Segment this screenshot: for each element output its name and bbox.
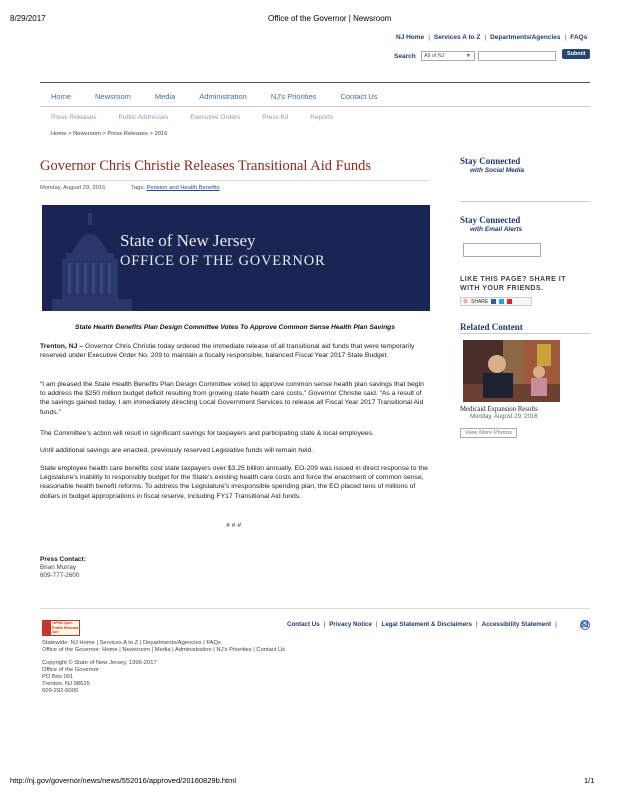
related-caption[interactable]: Medicaid Expansion Results — [460, 406, 538, 413]
sidebar-divider — [460, 201, 590, 202]
top-nav-nj-home[interactable]: NJ Home — [396, 34, 425, 41]
paragraph-3: The Committee’s action will result in significant savings for taxpayers and participating state & local employees. — [40, 430, 374, 437]
print-page-title: Office of the Governor | Newsroom — [268, 14, 392, 23]
opra-logo-line-1: OPRA Open — [52, 621, 73, 626]
footer-contact-us[interactable]: Contact Us — [287, 621, 320, 628]
twitter-icon — [499, 299, 504, 304]
tags-label: Tags: — [131, 185, 145, 191]
sub-nav-reports[interactable]: Reports — [310, 114, 334, 121]
main-nav — [51, 92, 402, 101]
banner-line-2: OFFICE OF THE GOVERNOR — [120, 253, 326, 269]
sub-nav-public-addresses[interactable]: Public Addresses — [118, 114, 169, 121]
like-page-line-1: LIKE THIS PAGE? SHARE IT — [460, 276, 566, 283]
related-divider — [460, 333, 590, 334]
divider: | — [564, 34, 567, 41]
view-more-photos-button[interactable]: View More Photos — [460, 428, 517, 438]
paragraph-1-text: Governor Chris Christie today ordered the immediate release of all transitional aid funds that were temporarily reserved under Executive Order No. 209 to maintain a fiscally responsible, balanced Fiscal Year 2017 State Budget. — [40, 343, 415, 360]
print-date: 8/29/2017 — [10, 14, 46, 23]
email-share-icon — [507, 299, 512, 304]
article-tags — [131, 185, 220, 191]
paragraph-1 — [40, 342, 430, 360]
top-nav-services[interactable]: Services A to Z — [433, 34, 481, 41]
breadcrumb[interactable]: Home > Newsroom > Press Releases > 2016 — [51, 131, 168, 137]
sub-nav-executive-orders[interactable]: Executive Orders — [190, 114, 241, 121]
email-alerts-input[interactable] — [463, 243, 541, 257]
page-title: Governor Chris Christie Releases Transitional Aid Funds — [40, 158, 372, 174]
facebook-icon — [491, 299, 496, 304]
footer-statewide-links[interactable]: Statewide: NJ Home | Services A to Z | Departments/Agencies | FAQs — [42, 640, 221, 646]
footer-address-2: PO Box 001 — [42, 674, 74, 680]
main-nav-contact[interactable]: Contact Us — [340, 92, 378, 101]
divider: | — [555, 621, 557, 628]
press-contact-name: Brian Murray — [40, 564, 77, 571]
opra-logo-mark — [43, 621, 51, 635]
accessibility-icon[interactable]: ♿ — [581, 622, 589, 628]
footer-address-4: 609-292-6000 — [42, 688, 79, 694]
sub-nav-press-kit[interactable]: Press Kit — [262, 114, 289, 121]
related-content-title: Related Content — [460, 322, 523, 332]
main-nav-administration[interactable]: Administration — [199, 92, 247, 101]
dateline: Trenton, NJ – — [40, 343, 84, 350]
share-icon: ⊕ — [463, 299, 469, 305]
press-contact-label: Press Contact: — [40, 556, 86, 563]
search-submit-button[interactable]: Submit — [562, 49, 590, 59]
article-date: Monday, August 29, 2016 — [40, 185, 106, 191]
divider: | — [476, 621, 478, 628]
divider: | — [323, 621, 326, 628]
stay-connected-social-sub[interactable]: with Social Media — [470, 167, 525, 174]
opra-logo-text — [51, 621, 79, 634]
end-mark: # # # — [226, 522, 242, 529]
search-label: Search — [394, 53, 416, 60]
main-nav-top-rule — [40, 82, 590, 83]
footer-rule — [40, 608, 590, 609]
share-label: SHARE — [471, 298, 489, 305]
search-input[interactable] — [478, 51, 556, 61]
footer-links — [287, 621, 557, 628]
paragraph-2: “I am pleased the State Health Benefits Plan Design Committee voted to approve common sense health plan savings that begin to address the $250 million budget deficit resulting from growing state health care costs,” Governor Christie said. “As a result of the savings gained today, I am immediately directing Local Government Services to release all Fiscal Year 2017 Transitional Aid funds.” — [40, 381, 424, 416]
main-nav-bottom-rule — [40, 106, 590, 107]
related-date: Monday, August 29, 2016 — [470, 414, 538, 420]
like-page-line-2: WITH YOUR FRIENDS. — [460, 285, 544, 292]
print-page-number: 1/1 — [584, 776, 595, 785]
footer-accessibility[interactable]: Accessibility Statement — [481, 621, 552, 628]
footer-address-1: Office of the Governor — [42, 667, 99, 673]
banner-line-1: State of New Jersey — [120, 231, 256, 250]
opra-logo[interactable] — [42, 620, 80, 636]
tag-link[interactable]: Pension and Health Benefits — [146, 185, 220, 191]
top-nav-faqs[interactable]: FAQs — [570, 34, 588, 41]
top-nav — [396, 34, 587, 41]
article-subheading: State Health Benefits Plan Design Committee Votes To Approve Common Sense Health Plan Savings — [75, 324, 395, 331]
stay-connected-email-title: Stay Connected — [460, 215, 521, 225]
paragraph-4: Until additional savings are enacted, previously reserved Legislative funds will remain held. — [40, 447, 314, 454]
share-button[interactable] — [460, 297, 532, 306]
chevron-down-icon: ▼ — [466, 53, 471, 59]
search-scope-select[interactable] — [421, 51, 475, 61]
stay-connected-social-title: Stay Connected — [460, 156, 521, 166]
title-rule — [40, 180, 430, 181]
footer-privacy-notice[interactable]: Privacy Notice — [329, 621, 372, 628]
main-nav-media[interactable]: Media — [154, 92, 176, 101]
related-photo[interactable] — [463, 340, 560, 402]
footer-address-3: Trenton, NJ 08625 — [42, 681, 90, 687]
divider: | — [375, 621, 378, 628]
paragraph-5: State employee health care benefits cost state taxpayers over $3.25 billion annually. EO-209 was issued in direct response to the Legislature’s inability to responsibly budget for the State’s existing health care costs and force the enactment of common sense, reasonable health benefit reforms. To address the Legislature’s irresponsible spending plan, the EO placed tens of millions of dollars in budget appropriations in fiscal reserve, including FY17 Transitional Aid funds. — [40, 465, 428, 500]
print-url: http://nj.gov/governor/news/news/552016/approved/20160829b.html — [10, 776, 236, 785]
press-contact-phone: 609-777-2600 — [40, 572, 80, 579]
opra-logo-line-2: Public Records Act — [52, 625, 79, 635]
main-nav-home[interactable]: Home — [51, 92, 72, 101]
footer-copyright: Copyright © State of New Jersey, 1996-2017 — [42, 660, 157, 666]
footer-legal-statement[interactable]: Legal Statement & Disclaimers — [381, 621, 472, 628]
top-nav-departments[interactable]: Departments/Agencies — [490, 34, 561, 41]
divider: | — [484, 34, 487, 41]
governor-banner — [42, 205, 430, 311]
stay-connected-email-sub[interactable]: with Email Alerts — [470, 226, 523, 233]
search-scope-value: All of NJ — [424, 53, 445, 59]
footer-office-links[interactable]: Office of the Governor: Home | Newsroom | Media | Administration | NJ's Priorities | Contact Us — [42, 647, 286, 653]
divider: | — [428, 34, 430, 41]
main-nav-priorities[interactable]: NJ's Priorities — [270, 92, 317, 101]
sub-nav — [51, 114, 355, 121]
sub-nav-press-releases[interactable]: Press Releases — [51, 114, 97, 121]
related-photo-image — [463, 340, 560, 402]
main-nav-newsroom[interactable]: Newsroom — [95, 92, 131, 101]
